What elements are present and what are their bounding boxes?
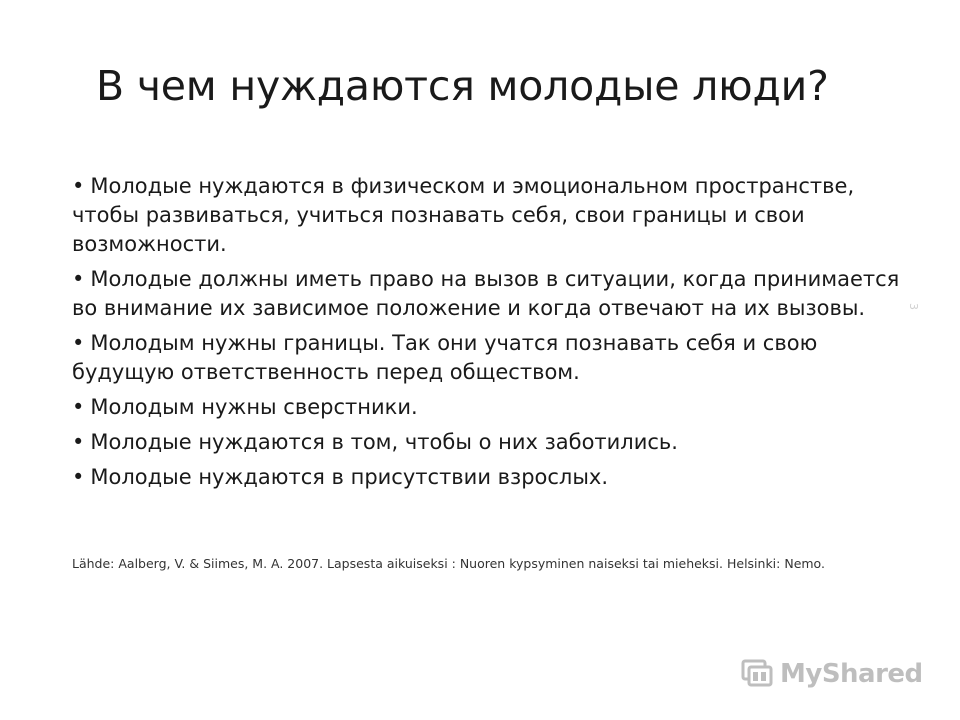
bullet-marker: • (72, 395, 85, 419)
bullet-marker: • (72, 174, 85, 198)
myshared-watermark (740, 656, 923, 692)
source-citation: Lähde: Aalberg, V. & Siimes, M. A. 2007. Lapsesta aikuiseksi : Nuoren kypsyminen naiseksi tai mieheksi. Helsinki: Nemo. (72, 556, 825, 571)
bullet-item (72, 428, 922, 457)
bullet-marker: • (72, 267, 85, 291)
bullet-item (72, 329, 922, 387)
bullet-marker: • (72, 331, 85, 355)
bullet-text: Молодые нуждаются в физическом и эмоциональном пространстве, чтобы развиваться, учиться познавать себя, свои границы и свои возможности. (72, 174, 855, 256)
bullet-text: Молодые должны иметь право на вызов в ситуации, когда принимается во внимание их зависимое положение и когда отвечают на их вызовы. (72, 267, 900, 320)
slide-title: В чем нуждаются молодые люди? (96, 62, 829, 110)
bullet-text: Молодым нужны границы. Так они учатся познавать себя и свою будущую ответственность перед обществом. (72, 331, 818, 384)
bullet-item (72, 393, 922, 422)
bullet-item (72, 172, 922, 259)
watermark-text: MyShared (780, 659, 923, 689)
bullet-text: Молодые нуждаются в присутствии взрослых. (90, 465, 609, 489)
bullet-marker: • (72, 430, 85, 454)
bullet-item (72, 463, 922, 492)
bullet-list (72, 172, 922, 498)
bullet-text: Молодым нужны сверстники. (90, 395, 418, 419)
page-number: 3 (907, 303, 920, 310)
bullet-text: Молодые нуждаются в том, чтобы о них заботились. (90, 430, 678, 454)
bullet-item (72, 265, 922, 323)
bullet-marker: • (72, 465, 85, 489)
myshared-logo-icon (740, 655, 774, 693)
